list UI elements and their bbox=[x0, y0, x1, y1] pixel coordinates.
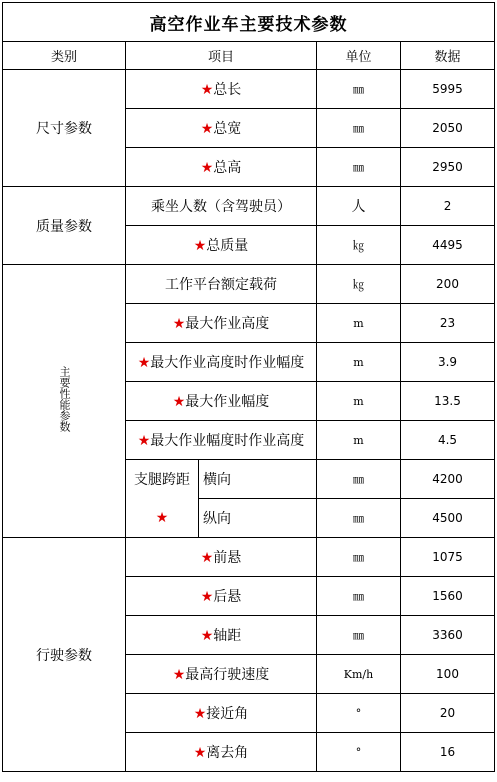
table-title: 高空作业车主要技术参数 bbox=[3, 3, 495, 42]
value-cell: 4200 bbox=[401, 460, 495, 499]
value-cell: 20 bbox=[401, 694, 495, 733]
item-label: 总质量 bbox=[206, 238, 249, 254]
header-row bbox=[3, 42, 495, 70]
star-mark: ★ bbox=[200, 160, 214, 176]
value-cell: 23 bbox=[401, 304, 495, 343]
value-cell: 5995 bbox=[401, 70, 495, 109]
item-cell: 纵向 bbox=[199, 499, 317, 538]
outrigger-star-cell bbox=[126, 499, 199, 538]
value-cell: 1075 bbox=[401, 538, 495, 577]
value-cell: 100 bbox=[401, 655, 495, 694]
unit-cell: ㎜ bbox=[317, 70, 401, 109]
item-cell bbox=[126, 538, 317, 577]
group-label-driving: 行驶参数 bbox=[3, 538, 126, 772]
group-label-size: 尺寸参数 bbox=[3, 70, 126, 187]
value-cell: 4.5 bbox=[401, 421, 495, 460]
value-cell: 3.9 bbox=[401, 343, 495, 382]
item-label: 总高 bbox=[213, 160, 242, 176]
star-mark: ★ bbox=[193, 238, 207, 254]
star-mark: ★ bbox=[200, 628, 214, 644]
item-label: 最高行驶速度 bbox=[185, 667, 270, 683]
unit-cell: ㎜ bbox=[317, 148, 401, 187]
unit-cell: 人 bbox=[317, 187, 401, 226]
table-row bbox=[3, 538, 495, 577]
table-row bbox=[3, 187, 495, 226]
unit-cell: m bbox=[317, 421, 401, 460]
header-category: 类别 bbox=[3, 42, 126, 70]
unit-cell: Km/h bbox=[317, 655, 401, 694]
value-cell: 2 bbox=[401, 187, 495, 226]
item-label: 最大作业幅度时作业高度 bbox=[150, 433, 305, 449]
star-mark: ★ bbox=[172, 394, 186, 410]
item-cell bbox=[126, 577, 317, 616]
item-cell bbox=[126, 382, 317, 421]
star-mark: ★ bbox=[172, 667, 186, 683]
item-label: 最大作业幅度 bbox=[185, 394, 270, 410]
star-mark: ★ bbox=[200, 550, 214, 566]
unit-cell: ㎏ bbox=[317, 265, 401, 304]
item-label: 接近角 bbox=[206, 706, 249, 722]
star-mark: ★ bbox=[193, 706, 207, 722]
value-cell: 3360 bbox=[401, 616, 495, 655]
star-mark: ★ bbox=[200, 121, 214, 137]
star-mark: ★ bbox=[200, 589, 214, 605]
star-mark: ★ bbox=[137, 355, 151, 371]
unit-cell: ㎜ bbox=[317, 577, 401, 616]
value-cell: 4500 bbox=[401, 499, 495, 538]
item-label: 前悬 bbox=[213, 550, 242, 566]
item-label: 轴距 bbox=[213, 628, 242, 644]
unit-cell: m bbox=[317, 382, 401, 421]
value-cell: 16 bbox=[401, 733, 495, 772]
item-cell bbox=[126, 733, 317, 772]
item-cell bbox=[126, 655, 317, 694]
star-mark: ★ bbox=[137, 433, 151, 449]
unit-cell: m bbox=[317, 304, 401, 343]
item-cell: 乘坐人数（含驾驶员） bbox=[126, 187, 317, 226]
item-cell bbox=[126, 616, 317, 655]
spec-table bbox=[2, 2, 495, 772]
star-mark: ★ bbox=[172, 316, 186, 332]
unit-cell: ㎜ bbox=[317, 109, 401, 148]
value-cell: 4495 bbox=[401, 226, 495, 265]
item-cell bbox=[126, 148, 317, 187]
group-label-performance bbox=[3, 265, 126, 538]
vertical-label: 主要性能参数 bbox=[58, 366, 71, 432]
item-cell bbox=[126, 109, 317, 148]
star-mark: ★ bbox=[200, 82, 214, 98]
star-mark: ★ bbox=[155, 509, 169, 526]
group-label-mass: 质量参数 bbox=[3, 187, 126, 265]
unit-cell: ° bbox=[317, 694, 401, 733]
table-row bbox=[3, 70, 495, 109]
value-cell: 1560 bbox=[401, 577, 495, 616]
value-cell: 13.5 bbox=[401, 382, 495, 421]
value-cell: 200 bbox=[401, 265, 495, 304]
item-cell bbox=[126, 304, 317, 343]
unit-cell: ㎜ bbox=[317, 616, 401, 655]
value-cell: 2950 bbox=[401, 148, 495, 187]
item-cell: 工作平台额定载荷 bbox=[126, 265, 317, 304]
item-label: 总长 bbox=[213, 82, 242, 98]
unit-cell: ㎏ bbox=[317, 226, 401, 265]
table-row bbox=[3, 265, 495, 304]
item-cell: 横向 bbox=[199, 460, 317, 499]
item-label: 离去角 bbox=[206, 745, 249, 761]
item-label: 总宽 bbox=[213, 121, 242, 137]
unit-cell: ° bbox=[317, 733, 401, 772]
unit-cell: ㎜ bbox=[317, 460, 401, 499]
item-label: 最大作业高度 bbox=[185, 316, 270, 332]
unit-cell: ㎜ bbox=[317, 499, 401, 538]
outrigger-label: 支腿跨距 bbox=[126, 460, 199, 499]
item-cell bbox=[126, 694, 317, 733]
item-cell bbox=[126, 343, 317, 382]
item-label: 最大作业高度时作业幅度 bbox=[150, 355, 305, 371]
unit-cell: ㎜ bbox=[317, 538, 401, 577]
item-cell bbox=[126, 70, 317, 109]
header-item: 项目 bbox=[126, 42, 317, 70]
item-cell bbox=[126, 421, 317, 460]
header-unit: 单位 bbox=[317, 42, 401, 70]
star-mark: ★ bbox=[193, 745, 207, 761]
header-value: 数据 bbox=[401, 42, 495, 70]
value-cell: 2050 bbox=[401, 109, 495, 148]
item-cell bbox=[126, 226, 317, 265]
item-label: 后悬 bbox=[213, 589, 242, 605]
unit-cell: m bbox=[317, 343, 401, 382]
